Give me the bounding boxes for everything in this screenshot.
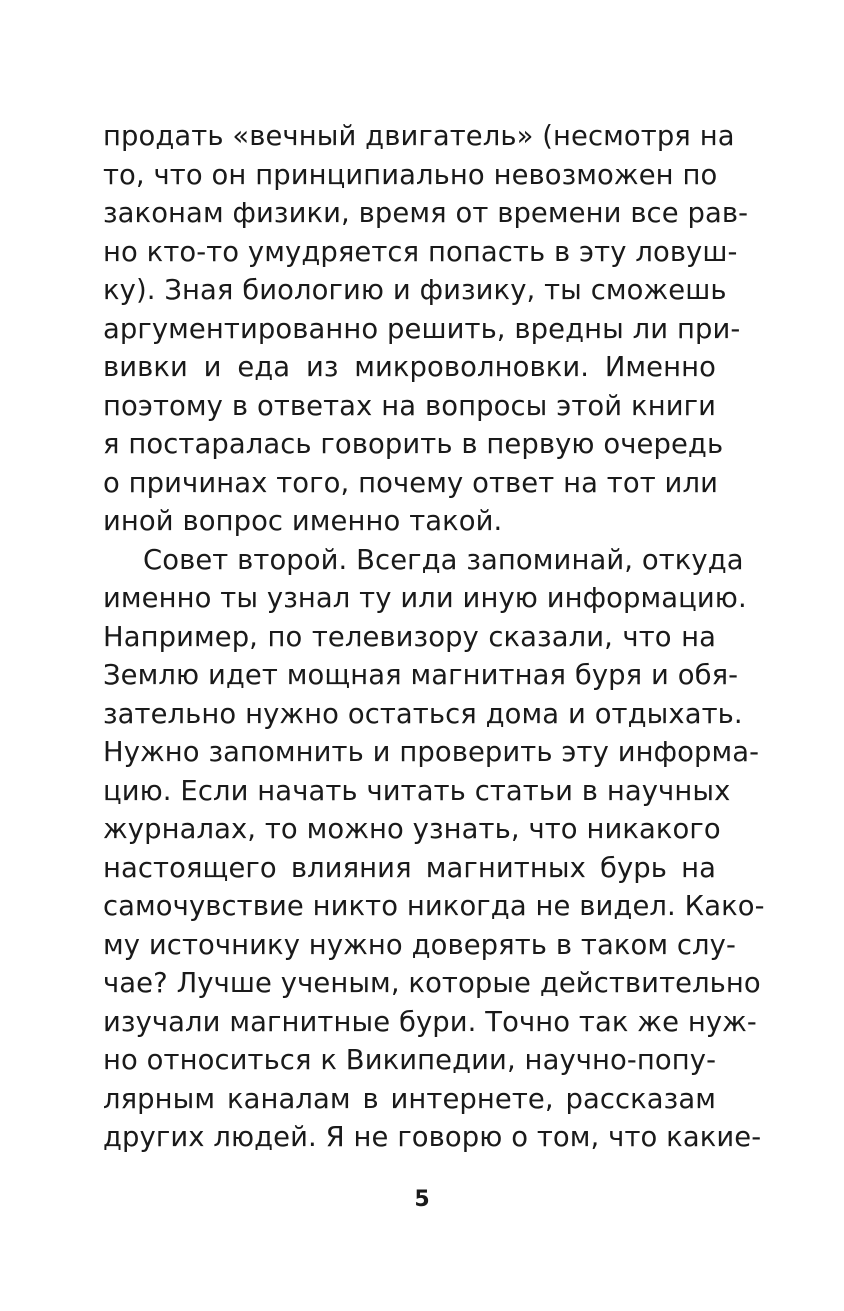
text-line: Например, по телевизору сказали, что на [103,621,716,653]
text-line: но кто-то умудряется попасть в эту ловуш- [103,236,738,268]
text-line: изучали магнитные бури. Точно так же нуж- [103,1006,757,1038]
text-line: Землю идет мощная магнитная буря и обя- [103,660,739,691]
text-line: но относиться к Википедии, научно-попу- [103,1045,717,1076]
text-line: цию. Если начать читать статьи в научных [103,775,731,807]
text-line: му источнику нужно доверять в таком слу- [103,929,736,961]
text-line: журналах, то можно узнать, что никакого [103,814,721,845]
text-line: самочувствие никто никогда не видел. Како- [103,891,765,922]
text-line: о причинах того, почему ответ на тот или [103,467,718,499]
text-line: Нужно запомнить и проверить эту информа- [103,737,760,768]
text-line: иной вопрос именно такой. [103,506,503,537]
text-line: чае? Лучше ученым, которые действительно [103,968,761,999]
text-line: я постаралась говорить в первую очередь [103,429,724,460]
text-line: законам физики, время от времени все рав- [103,198,749,229]
body-text [103,118,765,1158]
text-line: Совет второй. Всегда запоминай, откуда [143,544,744,576]
text-line: то, что он принципиально невозможен по [103,159,718,191]
text-line: именно ты узнал ту или иную информацию. [103,583,747,614]
text-line: поэтому в ответах на вопросы этой книги [103,390,716,422]
text-line: зательно нужно остаться дома и отдыхать. [103,698,743,730]
text-line: настоящего влияния магнитных бурь на [103,852,716,884]
page-number: 5 [414,1187,430,1212]
text-line: аргументированно решить, вредны ли при- [103,313,741,345]
paragraph-1 [103,118,749,542]
text-line: ку). Зная биологию и физику, ты сможешь [103,275,727,306]
text-line: других людей. Я не говорю о том, что какие- [103,1122,762,1153]
paragraph-2 [103,542,765,1158]
text-line: лярным каналам в интернете, рассказам [103,1083,716,1115]
text-line: вивки и еда из микроволновки. Именно [103,352,716,383]
text-line: продать «вечный двигатель» (несмотря на [103,121,735,152]
